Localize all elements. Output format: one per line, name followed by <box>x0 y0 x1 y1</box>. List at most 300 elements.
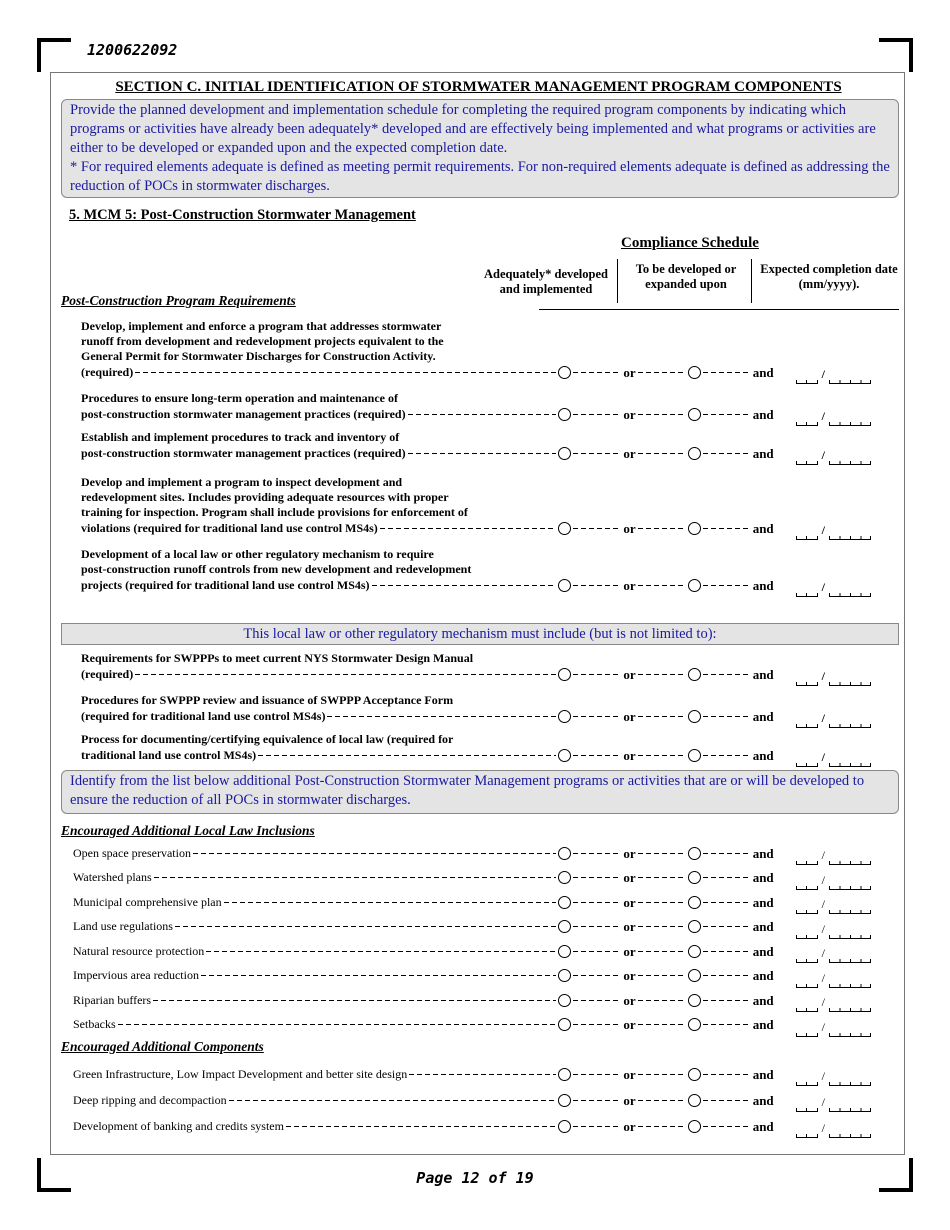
adequate-radio[interactable] <box>558 1068 571 1081</box>
row-text-line: Natural resource protection <box>73 943 205 958</box>
year-input[interactable] <box>829 763 871 767</box>
instructions-box <box>61 99 899 198</box>
year-input[interactable] <box>829 959 871 963</box>
completion-date-field[interactable] <box>796 1021 871 1037</box>
schedule-row <box>73 968 871 984</box>
or-label: or <box>623 1118 636 1134</box>
row-schedule-line <box>73 1092 871 1108</box>
adequate-radio[interactable] <box>558 945 571 958</box>
row-schedule-line <box>81 577 871 593</box>
month-input[interactable] <box>796 1108 818 1112</box>
row-text-line: (required) <box>81 666 134 681</box>
dashed-leader <box>638 453 686 454</box>
month-input[interactable] <box>796 1134 818 1138</box>
dashed-leader <box>573 902 621 903</box>
page-number: Page 12 of 19 <box>416 1169 534 1187</box>
month-input[interactable] <box>796 984 818 988</box>
completion-date-field[interactable] <box>796 449 871 465</box>
dashed-leader <box>206 951 556 952</box>
row-text-line: training for inspection. Program shall include provisions for enforcement of <box>81 505 468 519</box>
completion-date-field[interactable] <box>796 849 871 865</box>
section-box <box>50 72 905 1155</box>
row-schedule-line <box>73 870 871 886</box>
date-separator: / <box>821 1121 825 1135</box>
year-input[interactable] <box>829 1082 871 1086</box>
or-label: or <box>623 1092 636 1108</box>
month-input[interactable] <box>796 935 818 939</box>
schedule-row <box>81 430 871 461</box>
header-rule <box>539 309 899 310</box>
or-label: or <box>623 968 636 983</box>
dashed-leader <box>201 975 556 976</box>
dashed-leader <box>638 877 686 878</box>
dashed-leader <box>703 853 751 854</box>
adequate-radio[interactable] <box>558 522 571 535</box>
and-label: and <box>752 747 774 763</box>
month-input[interactable] <box>796 886 818 890</box>
dashed-leader <box>638 1024 686 1025</box>
dashed-leader <box>409 1074 556 1075</box>
and-label: and <box>752 406 774 422</box>
row-text-line: Development of a local law or other regulatory mechanism to require <box>81 547 434 561</box>
and-label: and <box>752 708 774 724</box>
dashed-leader <box>154 877 557 878</box>
to-be-developed-radio[interactable] <box>688 847 701 860</box>
dashed-leader <box>703 453 751 454</box>
row-text-line: Watershed plans <box>73 870 152 884</box>
dashed-leader <box>573 1126 621 1127</box>
dashed-leader <box>573 453 621 454</box>
dashed-leader <box>703 372 751 373</box>
or-label: or <box>623 845 636 861</box>
dashed-leader <box>703 585 751 586</box>
date-separator: / <box>821 1019 825 1034</box>
dashed-leader <box>703 902 751 903</box>
row-text-line: violations (required for traditional land use control MS4s) <box>81 520 378 535</box>
schedule-row <box>73 1118 871 1134</box>
row-text-line: redevelopment sites. Includes providing adequate resources with proper <box>81 490 449 504</box>
row-text-line: Procedures to ensure long-term operation and maintenance of <box>81 391 398 405</box>
adequate-radio[interactable] <box>558 847 571 860</box>
to-be-developed-radio[interactable] <box>688 749 701 762</box>
to-be-developed-radio[interactable] <box>688 408 701 421</box>
dashed-leader <box>638 372 686 373</box>
dashed-leader <box>703 674 751 675</box>
dashed-leader <box>638 1074 686 1075</box>
date-separator: / <box>821 750 825 764</box>
dashed-leader <box>573 585 621 586</box>
dashed-leader <box>573 975 621 976</box>
dashed-leader <box>703 926 751 927</box>
row-text-line: Green Infrastructure, Low Impact Development and better site design <box>73 1066 408 1081</box>
or-label: or <box>623 747 636 763</box>
to-be-developed-radio[interactable] <box>688 1068 701 1081</box>
dashed-leader <box>286 1126 556 1127</box>
and-label: and <box>752 577 774 593</box>
and-label: and <box>752 968 774 983</box>
dashed-leader <box>638 585 686 586</box>
month-input[interactable] <box>796 724 818 728</box>
and-label: and <box>752 1118 774 1134</box>
and-label: and <box>752 894 774 910</box>
row-text-line: General Permit for Stormwater Discharges for Construction Activity. <box>81 349 436 363</box>
dashed-leader <box>135 674 556 675</box>
subheading-components: Encouraged Additional Components <box>61 1039 264 1054</box>
schedule-row <box>73 1066 871 1082</box>
year-input[interactable] <box>829 682 871 686</box>
dashed-leader <box>703 1024 751 1025</box>
or-label: or <box>623 364 636 380</box>
crop-mark <box>37 38 71 72</box>
year-input[interactable] <box>829 1008 871 1012</box>
dashed-leader <box>703 1126 751 1127</box>
row-schedule-line <box>81 520 871 536</box>
and-label: and <box>752 992 774 1008</box>
row-text-line: (required) <box>81 364 134 379</box>
divider <box>617 259 618 303</box>
dashed-leader <box>703 1100 751 1101</box>
dashed-leader <box>573 1074 621 1075</box>
completion-date-field[interactable] <box>796 751 871 767</box>
or-label: or <box>623 1066 636 1082</box>
schedule-row <box>81 547 871 593</box>
dashed-leader <box>638 1000 686 1001</box>
dashed-leader <box>703 1074 751 1075</box>
adequate-radio[interactable] <box>558 749 571 762</box>
row-text-line: (required for traditional land use control MS4s) <box>81 708 326 723</box>
and-label: and <box>752 1092 774 1108</box>
year-input[interactable] <box>829 861 871 865</box>
adequate-radio[interactable] <box>558 668 571 681</box>
column-header-adequate: Adequately* developed and implemented <box>484 267 608 296</box>
schedule-row <box>73 894 871 910</box>
adequate-radio[interactable] <box>558 871 571 884</box>
adequate-radio[interactable] <box>558 366 571 379</box>
compliance-schedule-heading: Compliance Schedule <box>621 235 759 251</box>
dashed-leader <box>573 716 621 717</box>
date-separator: / <box>821 580 825 594</box>
month-input[interactable] <box>796 380 818 384</box>
row-schedule-line <box>73 919 871 935</box>
to-be-developed-radio[interactable] <box>688 969 701 982</box>
date-separator: / <box>821 970 825 985</box>
completion-date-field[interactable] <box>796 898 871 914</box>
date-separator: / <box>821 523 825 537</box>
subheading-requirements: Post-Construction Program Requirements <box>61 293 296 308</box>
row-text-line: Open space preservation <box>73 845 191 860</box>
dashed-leader <box>638 716 686 717</box>
completion-date-field[interactable] <box>796 1122 871 1138</box>
row-schedule-line <box>73 1066 871 1082</box>
dashed-leader <box>638 951 686 952</box>
year-input[interactable] <box>829 422 871 426</box>
and-label: and <box>752 845 774 861</box>
divider <box>751 259 752 303</box>
year-input[interactable] <box>829 886 871 890</box>
year-input[interactable] <box>829 461 871 465</box>
completion-date-field[interactable] <box>796 712 871 728</box>
schedule-row <box>73 870 871 886</box>
dashed-leader <box>573 951 621 952</box>
year-input[interactable] <box>829 984 871 988</box>
schedule-row <box>73 992 871 1008</box>
row-schedule-line <box>73 968 871 984</box>
schedule-row <box>81 732 871 763</box>
dashed-leader <box>638 1100 686 1101</box>
row-schedule-line <box>73 943 871 959</box>
instructions-text: Provide the planned development and implementation schedule for completing the required program components by indicating which programs or activities have already been adequately* developed and are effectively being implemented and what programs or activities are either to be developed or expanded upon and the expected completion date. <box>70 102 876 156</box>
dashed-leader <box>327 716 556 717</box>
to-be-developed-radio[interactable] <box>688 994 701 1007</box>
row-text-line: Develop and implement a program to inspect development and <box>81 475 403 489</box>
row-text-line: Riparian buffers <box>73 992 152 1007</box>
crop-mark <box>879 38 913 72</box>
adequate-radio[interactable] <box>558 710 571 723</box>
row-text-line: Procedures for SWPPP review and issuance of SWPPP Acceptance Form <box>81 693 454 707</box>
adequate-radio[interactable] <box>558 1018 571 1031</box>
dashed-leader <box>573 1000 621 1001</box>
identify-box <box>61 770 899 814</box>
dashed-leader <box>573 674 621 675</box>
month-input[interactable] <box>796 861 818 865</box>
dashed-leader <box>573 877 621 878</box>
schedule-row <box>81 693 871 724</box>
date-separator: / <box>821 872 825 887</box>
row-text-line: Develop, implement and enforce a program that addresses stormwater <box>81 319 442 333</box>
to-be-developed-radio[interactable] <box>688 710 701 723</box>
dashed-leader <box>224 902 557 903</box>
date-separator: / <box>821 995 825 1009</box>
row-text-line: post-construction stormwater management practices (required) <box>81 406 406 421</box>
or-label: or <box>623 577 636 593</box>
row-text-line: Deep ripping and decompaction <box>73 1092 227 1107</box>
dashed-leader <box>380 528 557 529</box>
document-id: 1200622092 <box>87 41 178 59</box>
date-separator: / <box>821 921 825 936</box>
dashed-leader <box>175 926 556 927</box>
dashed-leader <box>703 877 751 878</box>
dashed-leader <box>118 1024 557 1025</box>
dashed-leader <box>638 674 686 675</box>
adequate-radio[interactable] <box>558 896 571 909</box>
row-text-line: Development of banking and credits system <box>73 1118 284 1133</box>
completion-date-field[interactable] <box>796 1096 871 1112</box>
or-label: or <box>623 445 636 461</box>
completion-date-field[interactable] <box>796 972 871 988</box>
adequate-radio[interactable] <box>558 579 571 592</box>
date-separator: / <box>821 946 825 960</box>
or-label: or <box>623 943 636 959</box>
year-input[interactable] <box>829 536 871 540</box>
column-header-completion-date: Expected completion date (mm/yyyy). <box>760 262 898 291</box>
schedule-row <box>73 1017 871 1033</box>
dashed-leader <box>408 453 557 454</box>
date-separator: / <box>821 848 825 862</box>
to-be-developed-radio[interactable] <box>688 447 701 460</box>
mcm-title: 5. MCM 5: Post-Construction Stormwater Management <box>69 207 416 223</box>
row-schedule-line <box>81 445 871 461</box>
dashed-leader <box>703 528 751 529</box>
month-input[interactable] <box>796 422 818 426</box>
dashed-leader <box>153 1000 556 1001</box>
row-text-line: Establish and implement procedures to track and inventory of <box>81 430 400 444</box>
dashed-leader <box>372 585 557 586</box>
instructions-footnote: * For required elements adequate is defined as meeting permit requirements. For non-required elements adequate is defined as addressing the reduction of POCs in stormwater discharges. <box>70 159 890 194</box>
dashed-leader <box>703 414 751 415</box>
schedule-row <box>81 391 871 422</box>
and-label: and <box>752 445 774 461</box>
dashed-leader <box>638 528 686 529</box>
row-schedule-line <box>73 992 871 1008</box>
adequate-radio[interactable] <box>558 1120 571 1133</box>
year-input[interactable] <box>829 724 871 728</box>
dashed-leader <box>703 755 751 756</box>
completion-date-field[interactable] <box>796 874 871 890</box>
dashed-leader <box>703 716 751 717</box>
year-input[interactable] <box>829 935 871 939</box>
section-title: SECTION C. INITIAL IDENTIFICATION OF STORMWATER MANAGEMENT PROGRAM COMPONENTS <box>115 79 842 95</box>
completion-date-field[interactable] <box>796 670 871 686</box>
completion-date-field[interactable] <box>796 923 871 939</box>
date-separator: / <box>821 409 825 423</box>
month-input[interactable] <box>796 682 818 686</box>
to-be-developed-radio[interactable] <box>688 668 701 681</box>
dashed-leader <box>638 853 686 854</box>
row-schedule-line <box>81 747 871 763</box>
row-schedule-line <box>73 1118 871 1134</box>
date-separator: / <box>821 367 825 381</box>
month-input[interactable] <box>796 763 818 767</box>
year-input[interactable] <box>829 1033 871 1037</box>
date-separator: / <box>821 1069 825 1083</box>
dashed-leader <box>703 975 751 976</box>
schedule-row <box>81 319 871 380</box>
identify-text: Identify from the list below additional Post-Construction Stormwater Management programs or activities that are or will be developed to ensure the reduction of all POCs in stormwater discharges. <box>70 773 865 808</box>
row-text-line: Process for documenting/certifying equivalence of local law (required for <box>81 732 454 746</box>
row-schedule-line <box>81 708 871 724</box>
row-text-line: Impervious area reduction <box>73 968 199 982</box>
row-text-line: post-construction runoff controls from new development and redevelopment <box>81 562 472 576</box>
dashed-leader <box>703 1000 751 1001</box>
row-text-line: Municipal comprehensive plan <box>73 894 222 909</box>
or-label: or <box>623 992 636 1008</box>
month-input[interactable] <box>796 536 818 540</box>
adequate-radio[interactable] <box>558 920 571 933</box>
row-schedule-line <box>73 894 871 910</box>
or-label: or <box>623 666 636 682</box>
row-text-line: projects (required for traditional land use control MS4s) <box>81 577 370 592</box>
to-be-developed-radio[interactable] <box>688 1018 701 1031</box>
year-input[interactable] <box>829 380 871 384</box>
subheading-law-inclusions: Encouraged Additional Local Law Inclusions <box>61 823 315 838</box>
month-input[interactable] <box>796 1082 818 1086</box>
dashed-leader <box>638 414 686 415</box>
to-be-developed-radio[interactable] <box>688 896 701 909</box>
or-label: or <box>623 894 636 910</box>
row-schedule-line <box>81 406 871 422</box>
date-separator: / <box>821 1095 825 1109</box>
dashed-leader <box>573 1100 621 1101</box>
adequate-radio[interactable] <box>558 1094 571 1107</box>
schedule-row <box>73 1092 871 1108</box>
adequate-radio[interactable] <box>558 994 571 1007</box>
or-label: or <box>623 919 636 934</box>
row-text-line: traditional land use control MS4s) <box>81 747 257 762</box>
and-label: and <box>752 1017 774 1032</box>
to-be-developed-radio[interactable] <box>688 366 701 379</box>
completion-date-field[interactable] <box>796 1070 871 1086</box>
date-separator: / <box>821 897 825 911</box>
completion-date-field[interactable] <box>796 996 871 1012</box>
schedule-row <box>73 919 871 935</box>
row-text-line: Requirements for SWPPPs to meet current NYS Stormwater Design Manual <box>81 651 474 665</box>
month-input[interactable] <box>796 593 818 597</box>
row-schedule-line <box>81 666 871 682</box>
dashed-leader <box>703 951 751 952</box>
year-input[interactable] <box>829 593 871 597</box>
dashed-leader <box>258 755 556 756</box>
or-label: or <box>623 406 636 422</box>
to-be-developed-radio[interactable] <box>688 1120 701 1133</box>
year-input[interactable] <box>829 1134 871 1138</box>
dashed-leader <box>573 372 621 373</box>
to-be-developed-radio[interactable] <box>688 871 701 884</box>
row-schedule-line <box>81 364 871 380</box>
adequate-radio[interactable] <box>558 408 571 421</box>
completion-date-field[interactable] <box>796 524 871 540</box>
schedule-row <box>73 943 871 959</box>
and-label: and <box>752 919 774 934</box>
to-be-developed-radio[interactable] <box>688 920 701 933</box>
and-label: and <box>752 364 774 380</box>
to-be-developed-radio[interactable] <box>688 579 701 592</box>
adequate-radio[interactable] <box>558 969 571 982</box>
row-schedule-line <box>73 1017 871 1033</box>
dashed-leader <box>638 755 686 756</box>
month-input[interactable] <box>796 461 818 465</box>
completion-date-field[interactable] <box>796 410 871 426</box>
month-input[interactable] <box>796 1008 818 1012</box>
dashed-leader <box>573 755 621 756</box>
month-input[interactable] <box>796 910 818 914</box>
to-be-developed-radio[interactable] <box>688 1094 701 1107</box>
dashed-leader <box>573 853 621 854</box>
or-label: or <box>623 870 636 885</box>
dashed-leader <box>573 926 621 927</box>
or-label: or <box>623 520 636 536</box>
month-input[interactable] <box>796 1033 818 1037</box>
completion-date-field[interactable] <box>796 947 871 963</box>
and-label: and <box>752 943 774 959</box>
completion-date-field[interactable] <box>796 581 871 597</box>
adequate-radio[interactable] <box>558 447 571 460</box>
completion-date-field[interactable] <box>796 368 871 384</box>
month-input[interactable] <box>796 959 818 963</box>
row-text-line: post-construction stormwater management practices (required) <box>81 445 406 460</box>
law-must-include-band: This local law or other regulatory mechanism must include (but is not limited to): <box>61 623 899 645</box>
row-text-line: Land use regulations <box>73 919 173 933</box>
year-input[interactable] <box>829 1108 871 1112</box>
date-separator: / <box>821 448 825 462</box>
schedule-row <box>81 475 871 536</box>
column-header-to-be-developed: To be developed or expanded upon <box>635 262 737 291</box>
and-label: and <box>752 1066 774 1082</box>
date-separator: / <box>821 669 825 683</box>
to-be-developed-radio[interactable] <box>688 522 701 535</box>
year-input[interactable] <box>829 910 871 914</box>
to-be-developed-radio[interactable] <box>688 945 701 958</box>
dashed-leader <box>573 414 621 415</box>
